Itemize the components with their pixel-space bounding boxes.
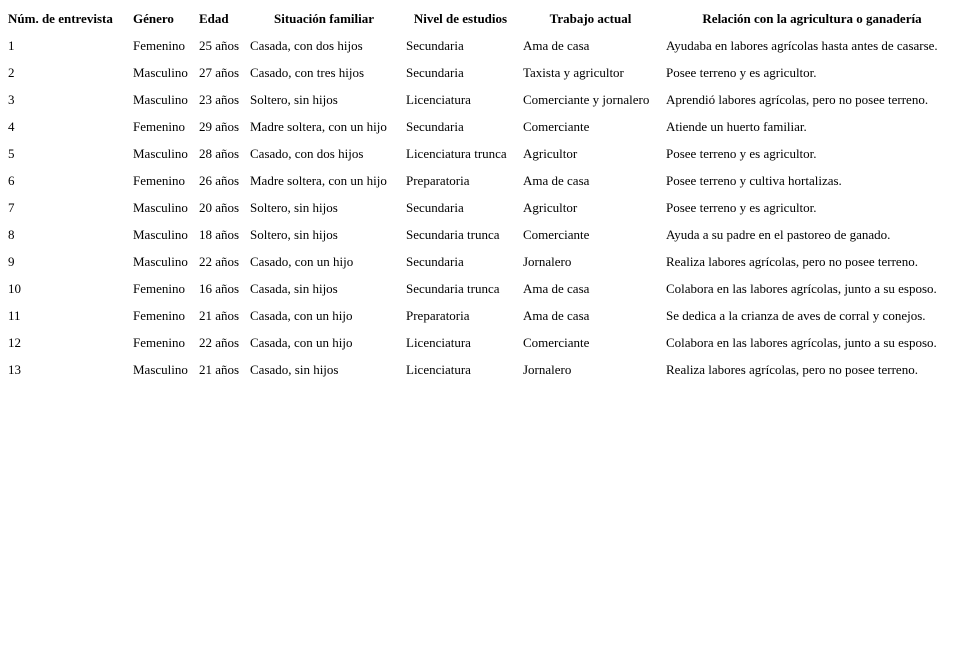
- cell-family-situation: Soltero, sin hijos: [250, 199, 338, 215]
- header-current-job: Trabajo actual: [549, 10, 632, 26]
- cell-age: 21 años: [199, 307, 240, 323]
- cell-interview-number: 10: [8, 280, 21, 296]
- table-row: [4, 275, 962, 302]
- header-education-level: Nivel de estudios: [413, 10, 508, 26]
- cell-current-job: Ama de casa: [523, 280, 590, 296]
- cell-interview-number: 5: [8, 145, 15, 161]
- cell-current-job: Comerciante: [523, 226, 590, 242]
- cell-gender: Masculino: [133, 253, 188, 269]
- cell-agriculture-relation: Colabora en las labores agrícolas, junto a su esposo.: [666, 280, 937, 296]
- table-row: [4, 167, 962, 194]
- table-row: [4, 32, 962, 59]
- table-row: [4, 356, 962, 383]
- cell-current-job: Ama de casa: [523, 37, 590, 53]
- cell-current-job: Agricultor: [523, 199, 578, 215]
- cell-education-level: Licenciatura trunca: [406, 145, 507, 161]
- cell-gender: Masculino: [133, 64, 188, 80]
- cell-gender: Femenino: [133, 307, 185, 323]
- table-row: [4, 329, 962, 356]
- table-row: [4, 113, 962, 140]
- cell-education-level: Licenciatura: [406, 91, 471, 107]
- table-row: [4, 86, 962, 113]
- header-family-situation: Situación familiar: [273, 10, 375, 26]
- cell-age: 26 años: [199, 172, 240, 188]
- cell-family-situation: Casado, con dos hijos: [250, 145, 364, 161]
- cell-current-job: Comerciante: [523, 118, 590, 134]
- cell-interview-number: 12: [8, 334, 21, 350]
- header-gender: Género: [133, 10, 174, 26]
- header-age: Edad: [199, 10, 229, 26]
- cell-education-level: Licenciatura: [406, 361, 471, 377]
- header-interview-number: Núm. de entrevista: [8, 10, 113, 26]
- cell-family-situation: Casada, con un hijo: [250, 334, 353, 350]
- cell-education-level: Licenciatura: [406, 334, 471, 350]
- cell-family-situation: Casada, con dos hijos: [250, 37, 363, 53]
- cell-interview-number: 1: [8, 37, 15, 53]
- cell-interview-number: 3: [8, 91, 15, 107]
- cell-current-job: Taxista y agricultor: [523, 64, 624, 80]
- cell-age: 22 años: [199, 334, 240, 350]
- cell-education-level: Secundaria: [406, 199, 464, 215]
- cell-gender: Femenino: [133, 37, 185, 53]
- table-body: [4, 32, 962, 383]
- cell-gender: Masculino: [133, 361, 188, 377]
- cell-age: 25 años: [199, 37, 240, 53]
- cell-interview-number: 13: [8, 361, 21, 377]
- cell-family-situation: Casada, sin hijos: [250, 280, 338, 296]
- cell-gender: Femenino: [133, 280, 185, 296]
- table-row: [4, 302, 962, 329]
- cell-interview-number: 7: [8, 199, 15, 215]
- cell-interview-number: 4: [8, 118, 15, 134]
- cell-family-situation: Soltero, sin hijos: [250, 226, 338, 242]
- cell-agriculture-relation: Posee terreno y es agricultor.: [666, 145, 817, 161]
- table-row: [4, 248, 962, 275]
- cell-gender: Masculino: [133, 226, 188, 242]
- cell-age: 21 años: [199, 361, 240, 377]
- cell-agriculture-relation: Realiza labores agrícolas, pero no posee terreno.: [666, 253, 918, 269]
- cell-education-level: Secundaria: [406, 253, 464, 269]
- header-agriculture-relation: Relación con la agricultura o ganadería: [702, 10, 922, 26]
- cell-current-job: Jornalero: [523, 253, 572, 269]
- cell-agriculture-relation: Colabora en las labores agrícolas, junto a su esposo.: [666, 334, 937, 350]
- cell-gender: Masculino: [133, 145, 188, 161]
- cell-agriculture-relation: Realiza labores agrícolas, pero no posee terreno.: [666, 361, 918, 377]
- table-row: [4, 140, 962, 167]
- cell-agriculture-relation: Aprendió labores agrícolas, pero no posee terreno.: [666, 91, 929, 107]
- cell-education-level: Secundaria: [406, 118, 464, 134]
- cell-agriculture-relation: Posee terreno y cultiva hortalizas.: [666, 172, 842, 188]
- cell-age: 27 años: [199, 64, 240, 80]
- cell-current-job: Jornalero: [523, 361, 572, 377]
- cell-interview-number: 8: [8, 226, 15, 242]
- cell-gender: Masculino: [133, 91, 188, 107]
- cell-current-job: Ama de casa: [523, 172, 590, 188]
- cell-family-situation: Casado, sin hijos: [250, 361, 339, 377]
- cell-gender: Femenino: [133, 172, 185, 188]
- cell-agriculture-relation: Posee terreno y es agricultor.: [666, 64, 817, 80]
- cell-education-level: Preparatoria: [406, 307, 470, 323]
- cell-interview-number: 2: [8, 64, 15, 80]
- cell-age: 23 años: [199, 91, 240, 107]
- cell-current-job: Comerciante y jornalero: [523, 91, 650, 107]
- cell-agriculture-relation: Posee terreno y es agricultor.: [666, 199, 817, 215]
- table-header-row: [4, 5, 962, 32]
- cell-age: 20 años: [199, 199, 240, 215]
- cell-family-situation: Casada, con un hijo: [250, 307, 353, 323]
- cell-education-level: Secundaria: [406, 64, 464, 80]
- cell-current-job: Comerciante: [523, 334, 590, 350]
- cell-age: 16 años: [199, 280, 240, 296]
- table-row: [4, 194, 962, 221]
- cell-interview-number: 11: [8, 307, 21, 323]
- cell-interview-number: 6: [8, 172, 15, 188]
- cell-agriculture-relation: Ayudaba en labores agrícolas hasta antes de casarse.: [666, 37, 938, 53]
- cell-gender: Femenino: [133, 334, 185, 350]
- interviews-table: [4, 5, 962, 383]
- cell-education-level: Secundaria: [406, 37, 464, 53]
- cell-gender: Femenino: [133, 118, 185, 134]
- cell-family-situation: Casado, con un hijo: [250, 253, 354, 269]
- cell-family-situation: Casado, con tres hijos: [250, 64, 365, 80]
- cell-gender: Masculino: [133, 199, 188, 215]
- cell-agriculture-relation: Ayuda a su padre en el pastoreo de ganado.: [666, 226, 891, 242]
- cell-current-job: Agricultor: [523, 145, 578, 161]
- table-row: [4, 59, 962, 86]
- table-row: [4, 221, 962, 248]
- cell-education-level: Secundaria trunca: [406, 280, 500, 296]
- cell-family-situation: Madre soltera, con un hijo: [250, 118, 387, 134]
- cell-family-situation: Madre soltera, con un hijo: [250, 172, 387, 188]
- cell-agriculture-relation: Atiende un huerto familiar.: [666, 118, 807, 134]
- cell-age: 29 años: [199, 118, 240, 134]
- cell-education-level: Preparatoria: [406, 172, 470, 188]
- cell-age: 18 años: [199, 226, 240, 242]
- cell-age: 22 años: [199, 253, 240, 269]
- cell-current-job: Ama de casa: [523, 307, 590, 323]
- cell-agriculture-relation: Se dedica a la crianza de aves de corral y conejos.: [666, 307, 926, 323]
- cell-education-level: Secundaria trunca: [406, 226, 500, 242]
- cell-family-situation: Soltero, sin hijos: [250, 91, 338, 107]
- cell-interview-number: 9: [8, 253, 15, 269]
- cell-age: 28 años: [199, 145, 240, 161]
